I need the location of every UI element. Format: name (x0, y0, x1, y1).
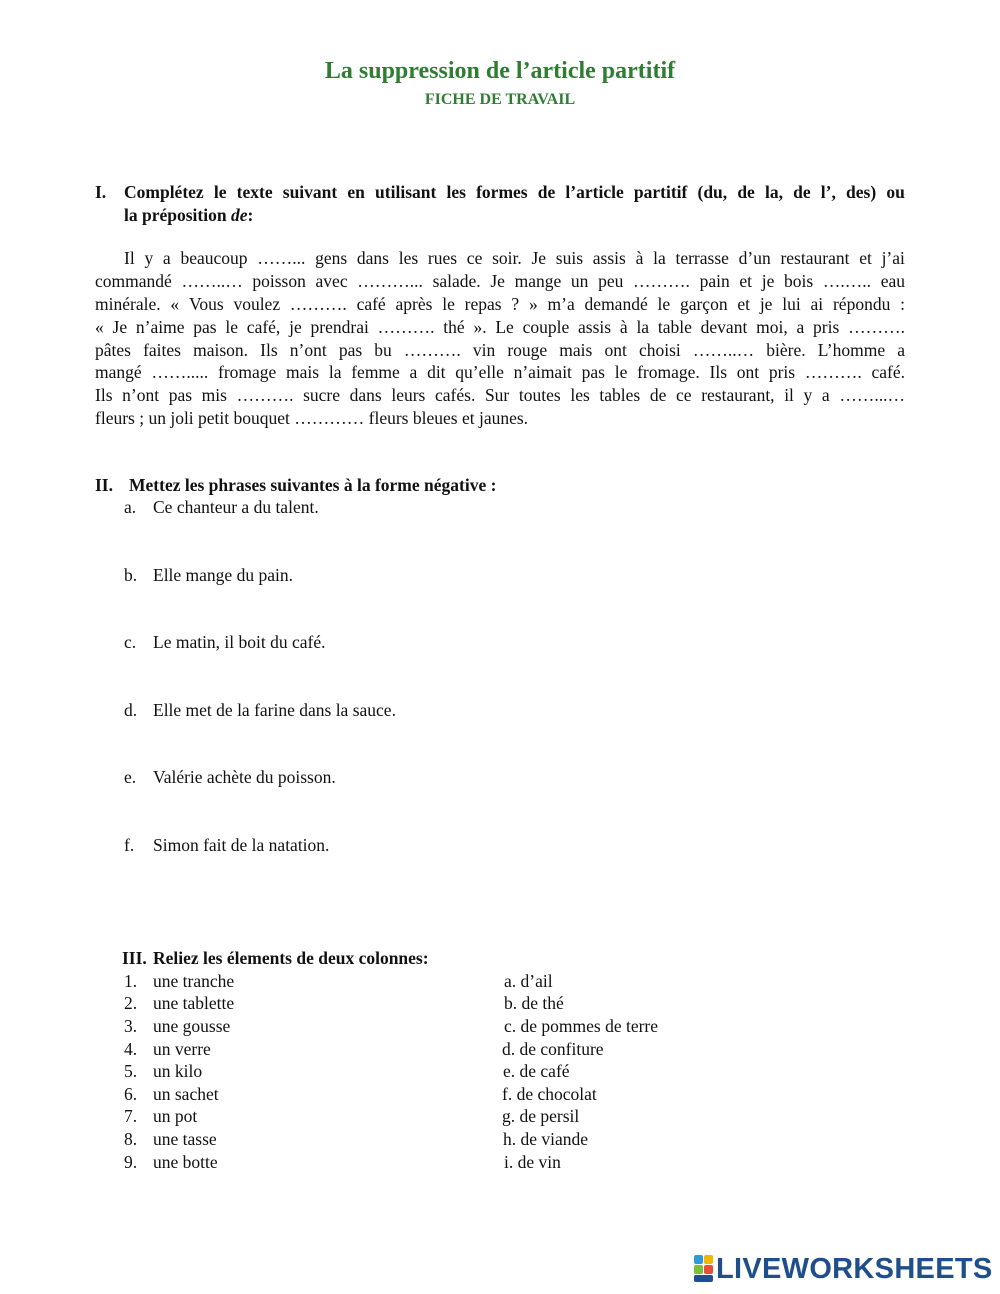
word: le (442, 294, 455, 314)
word: table (657, 317, 692, 337)
word: n’ont (122, 385, 160, 405)
match-right-item: i. de vin (504, 1152, 561, 1172)
word: leurs (391, 385, 426, 405)
word: pris (813, 317, 840, 337)
word: lui (782, 294, 801, 314)
word: à (619, 317, 628, 337)
word: l’article (565, 182, 624, 202)
word: soir. (492, 248, 522, 268)
match-left-item: une tranche (153, 971, 235, 991)
page-title: La suppression de l’article partitif (324, 58, 676, 84)
word: qu’elle (455, 362, 504, 382)
word: je (759, 294, 773, 314)
word: a (409, 362, 418, 382)
word: dit (427, 362, 446, 382)
fill-text-line-3 (95, 294, 905, 315)
word: j’ai (881, 248, 905, 268)
word: m’a (547, 294, 575, 314)
word: ……..… (181, 271, 243, 291)
word: mis (201, 385, 227, 405)
word: Vous (188, 294, 224, 314)
word: ont (736, 362, 760, 382)
match-left-number: 3. (124, 1016, 138, 1036)
word: ………. (633, 271, 690, 291)
word: il (784, 385, 794, 405)
word: pris (768, 362, 796, 382)
word: ce (466, 248, 483, 268)
word: pain (699, 271, 730, 291)
word: la, (764, 182, 783, 202)
word: et (859, 248, 872, 268)
word: Je (112, 317, 128, 337)
word: ………. (289, 294, 347, 314)
word: tables (599, 385, 641, 405)
word: : (900, 294, 905, 314)
word: partitif (633, 182, 688, 202)
word: de (737, 182, 755, 202)
word: ……..… (692, 340, 755, 360)
word: a (162, 248, 171, 268)
negative-item-letter: b. (124, 565, 138, 585)
word: ? (511, 294, 520, 314)
word: mais (286, 362, 320, 382)
word: avec (315, 271, 348, 291)
heading-italic-de: de (230, 205, 248, 225)
word: suis (555, 248, 584, 268)
word: restaurant, (701, 385, 775, 405)
word: de (793, 182, 811, 202)
word: les (398, 248, 419, 268)
word: a (897, 340, 905, 360)
word: dans (349, 385, 382, 405)
word: café. (871, 362, 905, 382)
word: choisi (638, 340, 681, 360)
word: L’homme (817, 340, 886, 360)
match-left-item: un sachet (153, 1084, 219, 1104)
negative-item-letter: e. (124, 767, 137, 787)
fill-text-line-4 (95, 317, 905, 338)
word: restaurant (780, 248, 850, 268)
word: n’aimait (513, 362, 572, 382)
word: Le (495, 317, 514, 337)
section-3-numeral: III. (122, 948, 147, 968)
word: voulez (233, 294, 281, 314)
fill-text-line-6 (95, 362, 905, 383)
word: ………. (403, 340, 461, 360)
section-1-heading-line-2 (124, 205, 253, 226)
word: pâtes (95, 340, 131, 360)
word: après (395, 294, 433, 314)
word: la (653, 248, 666, 268)
section-2-heading: Mettez les phrases suivantes à la forme négative : (129, 475, 497, 495)
word: Je (490, 271, 505, 291)
word: assis (578, 317, 612, 337)
word: le (225, 317, 239, 337)
match-left-item: une tablette (153, 993, 235, 1013)
word: le (614, 362, 628, 382)
match-right-item: h. de viande (503, 1129, 589, 1149)
word: minérale. (95, 294, 161, 314)
word: (du, (697, 182, 728, 202)
word: dans (356, 248, 389, 268)
word: Complétez (124, 182, 204, 202)
word: des) (846, 182, 877, 202)
word: garçon (679, 294, 728, 314)
section-3-heading: Reliez les élements de deux colonnes: (153, 948, 429, 968)
word: ……..... (151, 362, 209, 382)
word: salade. (432, 271, 481, 291)
match-left-number: 7. (124, 1106, 138, 1126)
negative-item-text: Le matin, il boit du café. (153, 632, 326, 652)
word: la (636, 317, 650, 337)
word: café, (246, 317, 281, 337)
match-right-item: a. d’ail (504, 971, 553, 991)
word: ……... (257, 248, 306, 268)
word: ………... (357, 271, 423, 291)
word: ….….. (822, 271, 872, 291)
match-left-number: 1. (124, 971, 138, 991)
fill-text-line-8: fleurs ; un joli petit bouquet ………… fleurs bleues et jaunes. (95, 408, 529, 428)
word: pas (338, 340, 363, 360)
word: et (739, 271, 753, 291)
section-2-numeral: II. (95, 475, 113, 495)
negative-item-letter: f. (124, 835, 135, 855)
word: formes (476, 182, 528, 202)
match-left-number: 6. (124, 1084, 138, 1104)
word: répondu (832, 294, 891, 314)
word: les (446, 182, 466, 202)
negative-item-text: Elle mange du pain. (153, 565, 293, 585)
word: n’aime (135, 317, 185, 337)
fill-text-line-1 (124, 248, 905, 269)
match-left-number: 9. (124, 1152, 138, 1172)
word: bu (374, 340, 392, 360)
word: ». (473, 317, 487, 337)
word: beaucoup (180, 248, 248, 268)
word: la (328, 362, 342, 382)
word: pas (581, 362, 605, 382)
word: mais (559, 340, 593, 360)
word: « (95, 317, 104, 337)
word: rouge (507, 340, 548, 360)
fill-text-line-7 (95, 385, 905, 406)
liveworksheets-logo-icon (694, 1255, 714, 1283)
word: café (356, 294, 386, 314)
word: ou (886, 182, 905, 202)
fill-text-line-5 (95, 340, 905, 361)
heading-suffix: : (247, 205, 254, 225)
word: y (803, 385, 813, 405)
match-left-item: une gousse (153, 1016, 231, 1036)
word: je (761, 271, 775, 291)
word: mangé (95, 362, 142, 382)
match-right-item: e. de café (503, 1061, 570, 1081)
word: les (570, 385, 590, 405)
match-left-number: 4. (124, 1039, 138, 1059)
word: pas (193, 317, 217, 337)
negative-item-text: Ce chanteur a du talent. (153, 497, 319, 517)
match-left-number: 5. (124, 1061, 138, 1081)
word: de (537, 182, 556, 202)
match-right-item: g. de persil (502, 1106, 580, 1126)
word: Il (124, 248, 135, 268)
negative-item-letter: d. (124, 700, 138, 720)
word: ………. (236, 385, 294, 405)
word: ai (810, 294, 824, 314)
negative-item-text: Elle met de la farine dans la sauce. (153, 700, 396, 720)
word: assis (592, 248, 626, 268)
word: maison. (193, 340, 249, 360)
liveworksheets-logo (694, 1253, 993, 1285)
match-right-item: f. de chocolat (502, 1084, 597, 1104)
word: ……...… (839, 385, 905, 405)
word: à (635, 248, 644, 268)
word: demandé (584, 294, 648, 314)
word: l’, (820, 182, 836, 202)
word: je (289, 317, 302, 337)
word: poisson (252, 271, 306, 291)
word: « (170, 294, 180, 314)
word: rues (427, 248, 458, 268)
word: utilisant (375, 182, 437, 202)
word: suivant (282, 182, 338, 202)
word: texte (236, 182, 273, 202)
word: Je (531, 248, 547, 268)
word: Ils (95, 385, 113, 405)
word: a (821, 385, 830, 405)
word: bière. (766, 340, 806, 360)
match-right-item: c. de pommes de terre (504, 1016, 659, 1036)
word: bois (784, 271, 814, 291)
section-1-heading-line-1 (124, 182, 905, 203)
word: eau (880, 271, 905, 291)
word: y (144, 248, 154, 268)
word: cafés. (435, 385, 476, 405)
heading-prefix: la préposition (124, 205, 231, 225)
section-1-numeral: I. (95, 182, 107, 202)
match-left-item: un pot (153, 1106, 198, 1126)
match-left-number: 2. (124, 993, 138, 1013)
word: peu (598, 271, 624, 291)
match-left-item: un kilo (153, 1061, 203, 1081)
word: un (570, 271, 589, 291)
word: faites (143, 340, 181, 360)
word: moi, (756, 317, 788, 337)
word: pas (168, 385, 193, 405)
word: mange (514, 271, 562, 291)
negative-item-text: Valérie achète du poisson. (153, 767, 336, 787)
word: prendrai (310, 317, 369, 337)
liveworksheets-logo-text: LIVEWORKSHEETS (716, 1252, 993, 1285)
word: ………. (804, 362, 862, 382)
page-subtitle: FICHE DE TRAVAIL (424, 91, 576, 108)
word: gens (315, 248, 348, 268)
match-left-item: un verre (153, 1039, 211, 1059)
word: n’ont (289, 340, 327, 360)
word: femme (351, 362, 400, 382)
word: ont (604, 340, 627, 360)
word: le (657, 294, 671, 314)
word: de (649, 385, 667, 405)
match-right-item: d. de confiture (502, 1039, 604, 1059)
word: devant (700, 317, 748, 337)
word: Ils (709, 362, 728, 382)
match-right-item: b. de thé (504, 993, 564, 1013)
negative-item-text: Simon fait de la natation. (153, 835, 330, 855)
word: fromage. (637, 362, 700, 382)
negative-item-letter: c. (124, 632, 137, 652)
match-left-item: une tasse (153, 1129, 217, 1149)
word: et (737, 294, 751, 314)
word: commandé (95, 271, 172, 291)
word: » (528, 294, 538, 314)
word: le (213, 182, 227, 202)
word: Ils (260, 340, 278, 360)
word: thé (443, 317, 465, 337)
word: sucre (303, 385, 341, 405)
word: repas (464, 294, 502, 314)
word: vin (472, 340, 496, 360)
match-left-number: 8. (124, 1129, 138, 1149)
negative-item-letter: a. (124, 497, 137, 517)
word: toutes (518, 385, 561, 405)
word: d’un (738, 248, 771, 268)
word: ce (676, 385, 692, 405)
word: en (347, 182, 365, 202)
word: terrasse (675, 248, 729, 268)
fill-text-line-2 (95, 271, 905, 292)
word: ………. (377, 317, 435, 337)
word: ………. (848, 317, 905, 337)
word: Sur (484, 385, 510, 405)
word: fromage (218, 362, 277, 382)
word: a (796, 317, 805, 337)
match-left-item: une botte (153, 1152, 218, 1172)
word: couple (522, 317, 570, 337)
